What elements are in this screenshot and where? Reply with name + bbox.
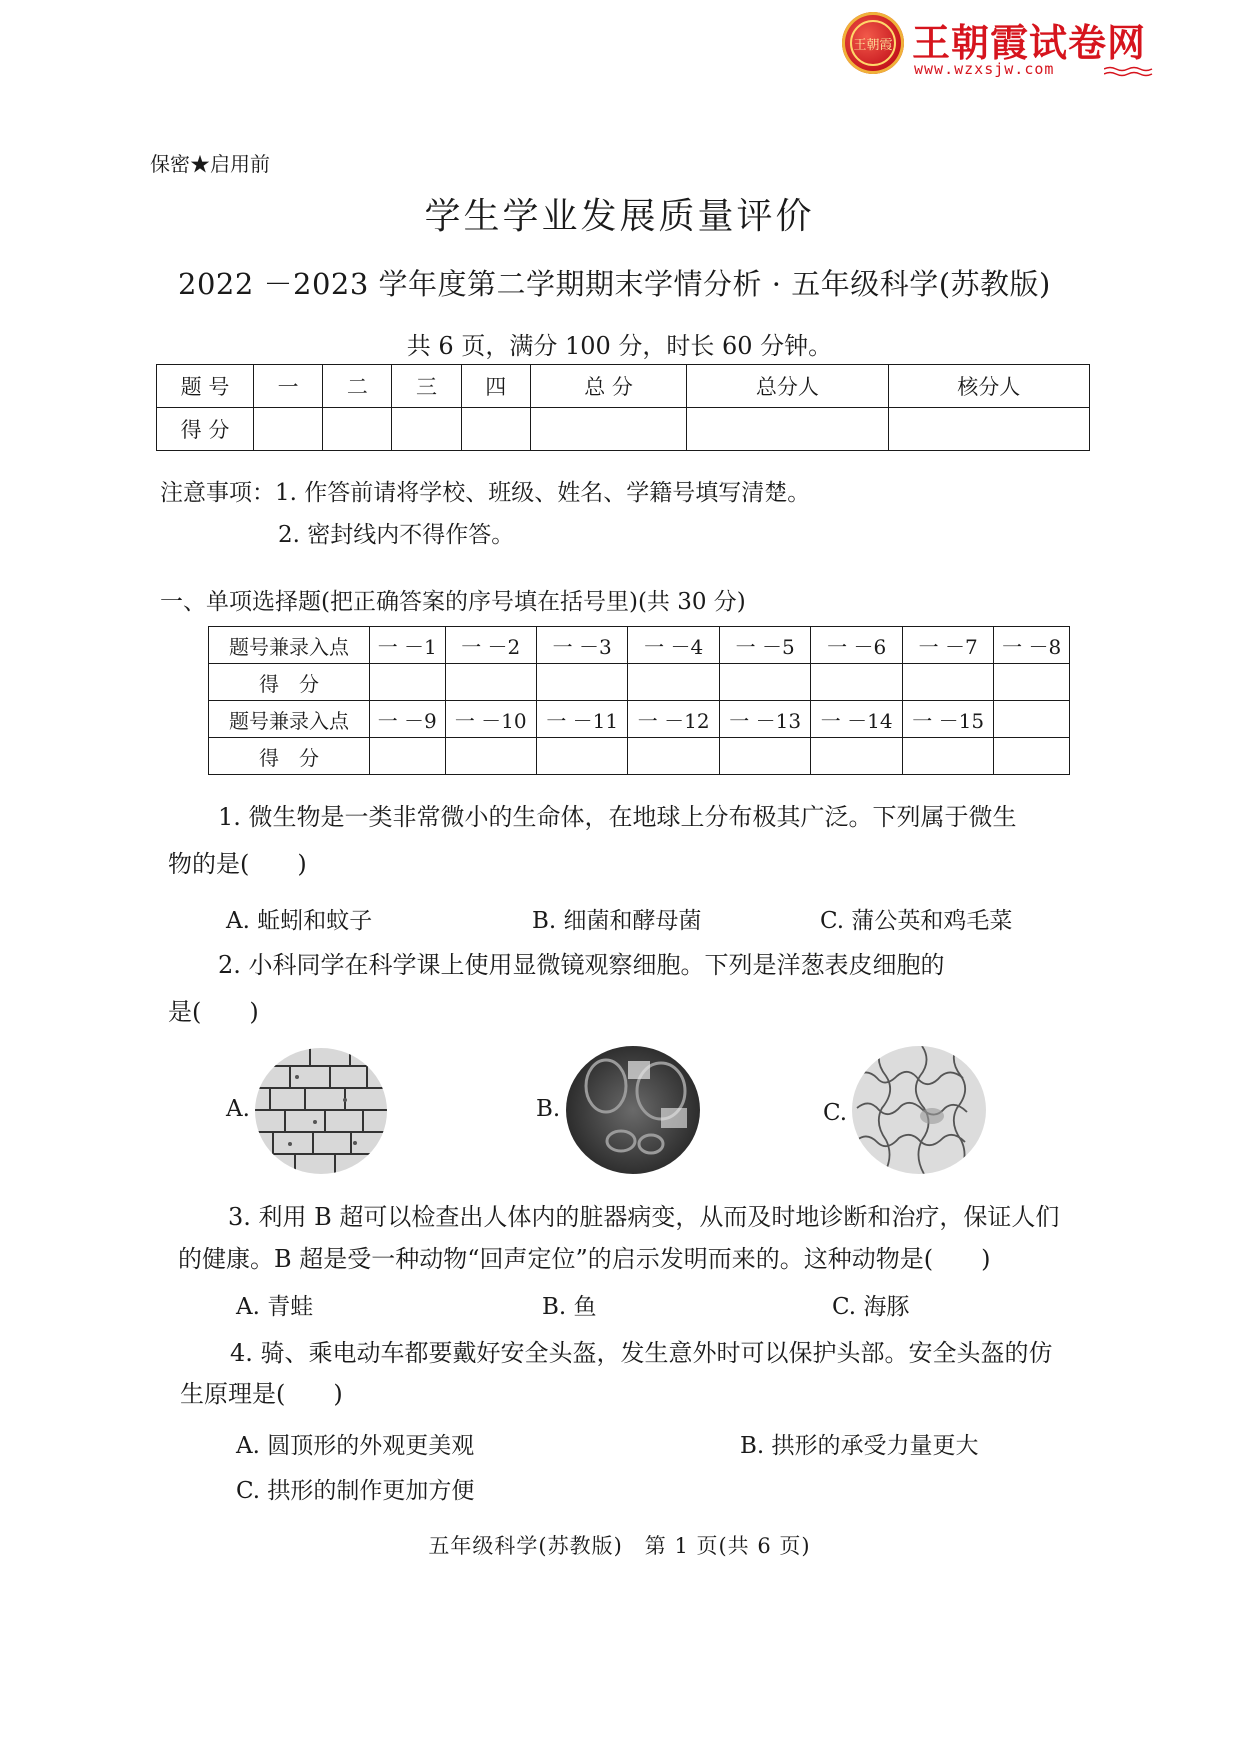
entry-cell: 一 －7 — [902, 627, 993, 664]
section-title: 一、单项选择题(把正确答案的序号填在括号里)(共 30 分) — [160, 589, 746, 615]
entry-cell: 一 －5 — [719, 627, 810, 664]
entry-cell: 一 －10 — [445, 701, 536, 738]
entry-cell: 一 －6 — [811, 627, 902, 664]
score-cell[interactable] — [687, 408, 888, 451]
score-cell[interactable] — [530, 408, 686, 451]
question-1-line2: 物的是( ) — [168, 850, 307, 878]
score-table-header: 四 — [461, 365, 530, 408]
score-cell[interactable] — [392, 408, 461, 451]
q3-option-c[interactable]: C. 海豚 — [832, 1294, 910, 1320]
entry-score-cell[interactable] — [445, 664, 536, 701]
entry-cell: 一 －14 — [811, 701, 902, 738]
entry-cell: 一 －2 — [445, 627, 536, 664]
q3-option-a[interactable]: A. 青蛙 — [236, 1294, 314, 1320]
entry-score-cell[interactable] — [811, 738, 902, 775]
entry-table — [208, 626, 1070, 775]
question-3-line1: 3. 利用 B 超可以检查出人体内的脏器病变，从而及时地诊断和治疗，保证人们 — [228, 1203, 1060, 1231]
entry-score-row — [209, 738, 1070, 775]
confidential-label: 保密★启用前 — [150, 152, 270, 176]
notes-label: 注意事项： — [160, 480, 275, 506]
notes — [160, 472, 810, 556]
entry-row — [209, 701, 1070, 738]
score-table-label: 题 号 — [157, 365, 254, 408]
score-table-score-row — [157, 408, 1090, 451]
q3-option-b[interactable]: B. 鱼 — [542, 1294, 597, 1320]
entry-label: 题号兼录入点 — [209, 627, 370, 664]
q4-option-b[interactable]: B. 拱形的承受力量更大 — [740, 1433, 979, 1459]
entry-cell: 一 －12 — [628, 701, 719, 738]
score-table — [156, 364, 1090, 451]
entry-score-cell[interactable] — [445, 738, 536, 775]
question-2-line1: 2. 小科同学在科学课上使用显微镜观察细胞。下列是洋葱表皮细胞的 — [218, 951, 945, 979]
page-title: 学生学业发展质量评价 — [424, 196, 815, 237]
entry-score-cell[interactable] — [994, 664, 1070, 701]
entry-score-cell[interactable] — [628, 664, 719, 701]
q1-option-c[interactable]: C. 蒲公英和鸡毛菜 — [820, 908, 1013, 934]
logo-waves-icon — [1104, 66, 1154, 78]
q4-option-c[interactable]: C. 拱形的制作更加方便 — [236, 1478, 475, 1504]
score-table-header: 总 分 — [530, 365, 686, 408]
entry-score-label: 得 分 — [209, 738, 370, 775]
score-table-header: 一 — [254, 365, 323, 408]
entry-cell: 一 －13 — [719, 701, 810, 738]
logo-badge-icon — [842, 12, 904, 74]
score-cell[interactable] — [888, 408, 1089, 451]
entry-score-cell[interactable] — [811, 664, 902, 701]
score-cell[interactable] — [254, 408, 323, 451]
entry-score-cell[interactable] — [370, 738, 446, 775]
entry-score-cell[interactable] — [536, 738, 627, 775]
logo-url[interactable]: www.wzxsjw.com — [914, 60, 1055, 78]
entry-score-cell[interactable] — [902, 664, 993, 701]
entry-score-cell[interactable] — [719, 664, 810, 701]
entry-cell: 一 －15 — [902, 701, 993, 738]
score-cell[interactable] — [461, 408, 530, 451]
logo-badge-text: 王朝霞 — [853, 38, 893, 53]
entry-cell: 一 －3 — [536, 627, 627, 664]
question-1-line1: 1. 微生物是一类非常微小的生命体，在地球上分布极其广泛。下列属于微生 — [218, 803, 1017, 831]
entry-cell: 一 －11 — [536, 701, 627, 738]
q1-option-b[interactable]: B. 细菌和酵母菌 — [532, 908, 702, 934]
q2-option-a[interactable]: A. — [226, 1096, 250, 1122]
q2-option-b[interactable]: B. — [536, 1096, 561, 1122]
blood-cell-image — [566, 1046, 700, 1174]
page-footer: 五年级科学(苏教版) 第 1 页(共 6 页) — [428, 1534, 811, 1558]
exam-info: 共 6 页，满分 100 分，时长 60 分钟。 — [406, 332, 833, 360]
entry-label: 题号兼录入点 — [209, 701, 370, 738]
question-3-line2: 的健康。B 超是受一种动物“回声定位”的启示发明而来的。这种动物是( ) — [178, 1245, 991, 1273]
logo-title: 王朝霞试卷网 — [912, 21, 1147, 65]
score-table-header: 三 — [392, 365, 461, 408]
entry-score-cell[interactable] — [902, 738, 993, 775]
entry-score-cell[interactable] — [370, 664, 446, 701]
entry-cell — [994, 701, 1070, 738]
entry-score-cell[interactable] — [628, 738, 719, 775]
q2-option-c[interactable]: C. — [823, 1100, 848, 1126]
q4-option-a[interactable]: A. 圆顶形的外观更美观 — [236, 1433, 475, 1459]
question-4-line2: 生原理是( ) — [180, 1380, 343, 1408]
onion-cell-image — [255, 1048, 387, 1174]
entry-cell: 一 －8 — [994, 627, 1070, 664]
entry-cell: 一 －4 — [628, 627, 719, 664]
entry-score-cell[interactable] — [719, 738, 810, 775]
score-table-header-row — [157, 365, 1090, 408]
score-table-header: 核分人 — [888, 365, 1089, 408]
entry-cell: 一 －9 — [370, 701, 446, 738]
entry-score-label: 得 分 — [209, 664, 370, 701]
q1-option-a[interactable]: A. 蚯蚓和蚊子 — [226, 908, 373, 934]
note-item: 2. 密封线内不得作答。 — [278, 522, 515, 548]
score-table-header: 总分人 — [687, 365, 888, 408]
entry-score-cell[interactable] — [994, 738, 1070, 775]
note-item: 1. 作答前请将学校、班级、姓名、学籍号填写清楚。 — [275, 480, 811, 506]
score-cell[interactable] — [323, 408, 392, 451]
score-table-label: 得 分 — [157, 408, 254, 451]
score-table-header: 二 — [323, 365, 392, 408]
entry-cell: 一 －1 — [370, 627, 446, 664]
entry-score-cell[interactable] — [536, 664, 627, 701]
exam-subtitle: 2022 －2023 学年度第二学期期末学情分析 · 五年级科学(苏教版) — [178, 267, 1051, 301]
entry-row — [209, 627, 1070, 664]
question-4-line1: 4. 骑、乘电动车都要戴好安全头盔，发生意外时可以保护头部。安全头盔的仿 — [230, 1339, 1053, 1367]
entry-score-row — [209, 664, 1070, 701]
question-2-line2: 是( ) — [168, 998, 259, 1026]
site-logo — [842, 10, 1162, 80]
leaf-epidermis-image — [852, 1046, 986, 1174]
